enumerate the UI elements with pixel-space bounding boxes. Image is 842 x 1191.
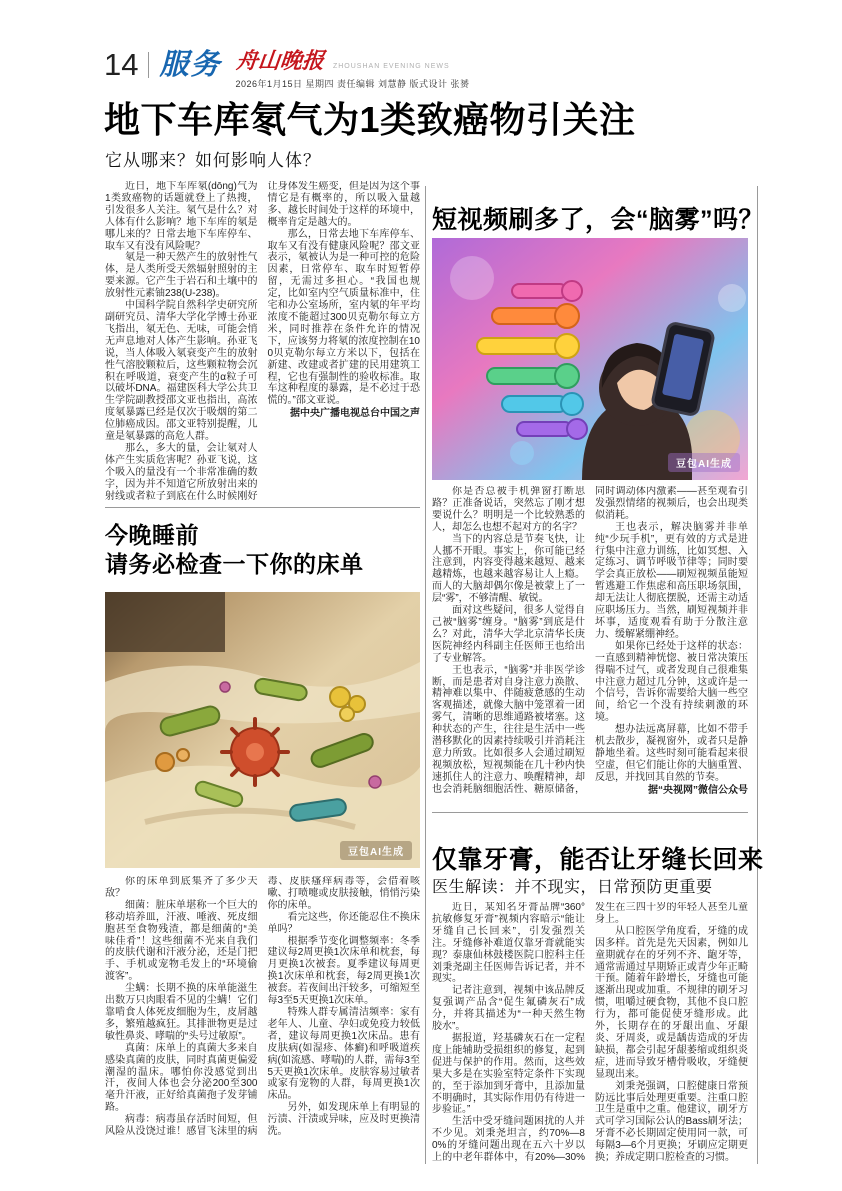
ai-generated-badge: 豆包AI生成: [668, 453, 740, 472]
body-paragraph: 那么，多大的量，会让氡对人体产生实质危害呢？孙亚飞说，这个吸入的量没有一个非常准确的数字，因为并不知道它所放射出来的射线或者粒子到底在什么时候刚好让身体发生癌变，但是因为这个事情它是有概率的，所以吸入量越多、越长时间处于这样的环境中，概率肯定是越大的。: [105, 181, 420, 502]
body-paragraph: 生活中受牙缝问题困扰的人并不少见。刘秉尧坦言，约70%—80%的牙缝问题出现在五六十岁以上的中老年群体中，有20%—30%发生在三四十岁的年轻人甚至儿童身上。: [432, 902, 748, 1164]
body-paragraph: 从口腔医学角度看，牙缝的成因多样。首先是先天因素，例如儿童期就存在的牙列不齐、龅牙等，通常需通过早期矫正或青少年正畸干预。随着年龄增长，牙缝也可能逐渐出现或加重。不规律的刷牙习惯，咀嚼过硬食物，其他不良口腔行为，都可能促使牙缝形成。此外，长期存在的牙龈出血、牙龈炎、牙周炎，或是龋齿造成的牙齿缺损，都会引起牙龈萎缩或组织炎症，进而导致牙槽骨吸收，牙缝便显现出来。: [595, 925, 748, 1080]
body-paragraph: 特殊人群专属清洁频率：家有老年人、儿童、孕妇或免疫力较低者，建议每周更换1次床品。患有皮肤病(如湿疹、体癣)和呼吸道疾病(如流感、哮喘)的人群，需每3至5天更换1次床单。皮肤容易过敏者或家有宠物的人群，每周更换1次床品。: [267, 1006, 420, 1102]
body-paragraph: 你的床单到底集齐了多少天敌？: [105, 876, 258, 899]
source-attribution: 据“央视网”微信公众号: [648, 784, 748, 796]
body-paragraph: 刘秉尧强调，口腔健康日常预防远比事后处理更重要。注重口腔卫生是重中之重。他建议，刷牙方式可学习国际公认的Bass刷牙法；牙膏不必长期固定使用同一款，可每隔3—6个月更换；牙刷应定期更换；养成定期口腔检查的习惯。: [595, 1080, 748, 1164]
body-paragraph: 近日，地下车库氡(dōng)气为1类致癌物的话题就登上了热搜，引发很多人关注。氡气是什么？对人体有什么影响？地下车库的氡是哪儿来的？日常去地下车库停车、取车又有没有风险呢？: [105, 181, 258, 252]
page-number: 14: [104, 47, 139, 82]
body-paragraph: 王也表示，“脑雾”并非医学诊断，而是患者对自身注意力涣散、精神难以集中、伴随疲惫感的生动客观描述，就像大脑中笼罩着一团雾气，清晰的思维通路被堵塞。这种状态的产生，往往是生活中一些潜移默化的因素持续吸引并消耗注意力所致。比如很多人会通过刷短视频放松，短视频能在几十秒内快速抓住人的注意力、唤醒精神，却也会消耗脑细胞活性、糖原储备，同时调动体内激素——甚至观看引发强烈情绪的视频后，也会出现类似消耗。: [432, 486, 748, 795]
body-paragraph: 另外，如发现床单上有明显的污渍、汗渍或异味，应及时更换清洗。: [267, 1102, 420, 1138]
brainfog-photo: [432, 238, 748, 480]
source-attribution: 据中央广播电视总台中国之声: [290, 408, 420, 420]
paper-logo: 舟山晚报: [234, 48, 325, 74]
bedsheet-headline-line2: 请务必检查一下你的床单: [105, 551, 364, 577]
toothpaste-body: [432, 902, 748, 1168]
body-paragraph: 想办法远离屏幕，比如不带手机去散步，凝视窗外，或者只是静静地坐着。这些时刻可能看起来很空虚，但它们能让你的大脑重置、反思，并找回其自然的节奏。: [595, 724, 748, 783]
ai-generated-badge: 豆包AI生成: [340, 841, 412, 860]
body-paragraph: 当下的内容总是节奏飞快，让人挪不开眼。事实上，你可能已经注意到，内容变得越来越短、越来越精炼，也越来越容易让人上瘾。而人的大脑却偶尔像是被蒙上了一层“雾”，不够清醒、敏锐。: [432, 533, 585, 605]
body-paragraph: 你是否总被手机弹窗打断思路？正准备说话，突然忘了刚才想要说什么？明明是一个比较熟悉的人，却怎么也想不起对方的名字？: [432, 486, 585, 533]
right-section-divider: [432, 812, 748, 813]
body-paragraph: 记者注意到，视频中该品牌反复强调产品含“促生氟磷灰石”成分，并将其描述为“一种天然生物胶水”。: [432, 985, 585, 1033]
body-paragraph: 细菌：脏床单堪称一个巨大的移动培养皿，汗液、唾液、死皮细胞甚至食物残渣，都是细菌的“美味佳肴”！这些细菌不光来自我们的皮肤代谢和汗液分泌，还是门把手、手机或宠物毛发上的“环境偷渡客”。: [105, 899, 258, 983]
bedsheet-photo: [105, 592, 420, 868]
center-column-rule: [425, 186, 426, 1164]
body-paragraph: 据报道，羟基磷灰石在一定程度上能辅助受损组织的修复，起到促进与保护的作用。然而，这些效果大多是在实验室特定条件下实现的，至于添加到牙膏中，且添加量不明确时，其实际作用仍有待进一步验证。”: [432, 1032, 585, 1116]
brainfog-body: [432, 486, 748, 806]
left-section-divider: [105, 507, 420, 508]
toothpaste-subhead: 医生解读：并不现实，日常预防更重要: [432, 879, 713, 896]
right-column-rule: [757, 186, 758, 1164]
paper-logo-en: ZHOUSHAN EVENING NEWS: [332, 63, 450, 70]
bedsheet-body: [105, 876, 420, 1146]
page-header: [104, 48, 470, 90]
body-paragraph: 真菌：床单上的真菌大多来自感染真菌的皮肤，同时真菌更偏爱潮湿的温床。哪怕你没感觉到出汗，夜间人体也会分泌200至300毫升汗液，正好给真菌孢子发芽铺路。: [105, 1042, 258, 1114]
body-paragraph: 王也表示，解决脑雾并非单纯“少玩手机”，更有效的方式是进行集中注意力训练，比如冥想、入定练习、调节呼吸节律等；同时要学会真正放松——刷短视频虽能短暂逃避工作焦虑和高压职场氛围，却无法让人彻底摆脱，还需主动适应职场压力。当然，刷短视频并非坏事，适度观看有助于分散注意力、缓解紧绷神经。: [595, 521, 748, 640]
body-paragraph: 根据季节变化调整频率：冬季建议每2周更换1次床单和枕套，每月更换1次被套。夏季建议每周更换1次床单和枕套，每2周更换1次被套。若夜间出汗较多，可缩短至每3至5天更换1次床单。: [267, 935, 420, 1007]
body-paragraph: 中国科学院自然科学史研究所副研究员、清华大学化学博士孙亚飞指出，氡无色、无味，可能会悄无声息地对人体产生影响。孙亚飞说，当人体吸入氡衰变产生的放射性气溶胶颗粒后，这些颗粒物会沉积在呼吸道，衰变产生的α粒子可以破坏DNA。福建医科大学公共卫生学院副教授邵文亚也指出，高浓度氡暴露已经是仅次于吸烟的第二位肺癌成因。邵文亚特别提醒，儿童是氡暴露的高危人群。: [105, 300, 258, 443]
toothpaste-headline: 仅靠牙膏，能否让牙缝长回来: [432, 846, 764, 874]
body-paragraph: 那么，日常去地下车库停车、取车又有没有健康风险呢？邵文亚表示，氡被认为是一种可控的危险因素，日常停车、取车时短暂停留，无需过多担心。“我国也规定，比如室内空气质量标准中，住宅和办公室场所，室内氡的年平均浓度不能超过300贝克勒尔每立方米，同时推荐在条件允许的情况下，应该努力将氡的浓度控制在100贝克勒尔每立方米以下，包括在新建、改建或者扩建的民用建筑工程，它也有强制性的验收标准。取车这种程度的暴露，是不必过于恐慌的。”邵文亚说。: [267, 228, 420, 407]
masthead: [236, 48, 470, 90]
brainfog-headline: 短视频刷多了，会“脑雾”吗？: [432, 206, 765, 234]
body-paragraph: 病毒：病毒虽存活时间短，但风险从没饶过谁！感冒飞沫里的病毒、皮肤瘙痒病毒等，会借着咳嗽、打喷嚏或皮肤接触，悄悄污染你的床单。: [105, 876, 420, 1138]
body-paragraph: 氡是一种天然产生的放射性气体，是人类所受天然辐射照射的主要来源。它产生于岩石和土壤中的放射性元素铀238(U-238)。: [105, 252, 258, 300]
radon-headline: 地下车库氡气为1类致癌物引关注: [104, 99, 636, 140]
bedsheet-headline-line1: 今晚睡前: [105, 522, 199, 548]
body-paragraph: 面对这些疑问，很多人觉得自己被“脑雾”缠身。“脑雾”到底是什么？对此，清华大学北京清华长庚医院神经内科副主任医师王也给出了专业解答。: [432, 605, 585, 664]
section-title: 服务: [159, 49, 222, 81]
body-paragraph: 尘螨：长期不换的床单能滋生出数万只肉眼看不见的尘螨！它们靠啃食人体死皮细胞为生，皮屑越多，繁殖越疯狂。其排泄物更是过敏性鼻炎、哮喘的“头号过敏原”。: [105, 983, 258, 1042]
dateline: 2026年1月15日 星期四 责任编辑 刘慧静 版式设计 张赟: [235, 79, 470, 89]
bedsheet-microbes-illustration: [105, 592, 420, 868]
body-paragraph: 近日，某知名牙膏品牌“360°抗敏修复牙膏”视频内容暗示“能让牙缝自己长回来”，引发强烈关注。牙缝修补难道仅靠牙膏就能实现？泰康仙林鼓楼医院口腔科主任刘秉尧副主任医师告诉记者，并不现实。: [432, 902, 585, 985]
radon-body: [105, 181, 420, 503]
phone-hands-illustration: [432, 238, 748, 480]
body-paragraph: 看完这些，你还能忍住不换床单吗？: [267, 911, 420, 935]
header-divider: [148, 52, 149, 78]
body-paragraph: 如果你已经处于这样的状态：一直感到精神恍惚、被日常决策压得喘不过气，或者发现自己很难集中注意力超过几分钟，这或许是一个信号，告诉你需要给大脑一些空间，给它一个没有持续刺激的环境。: [595, 640, 748, 724]
radon-subhead: 它从哪来？如何影响人体？: [105, 151, 321, 170]
